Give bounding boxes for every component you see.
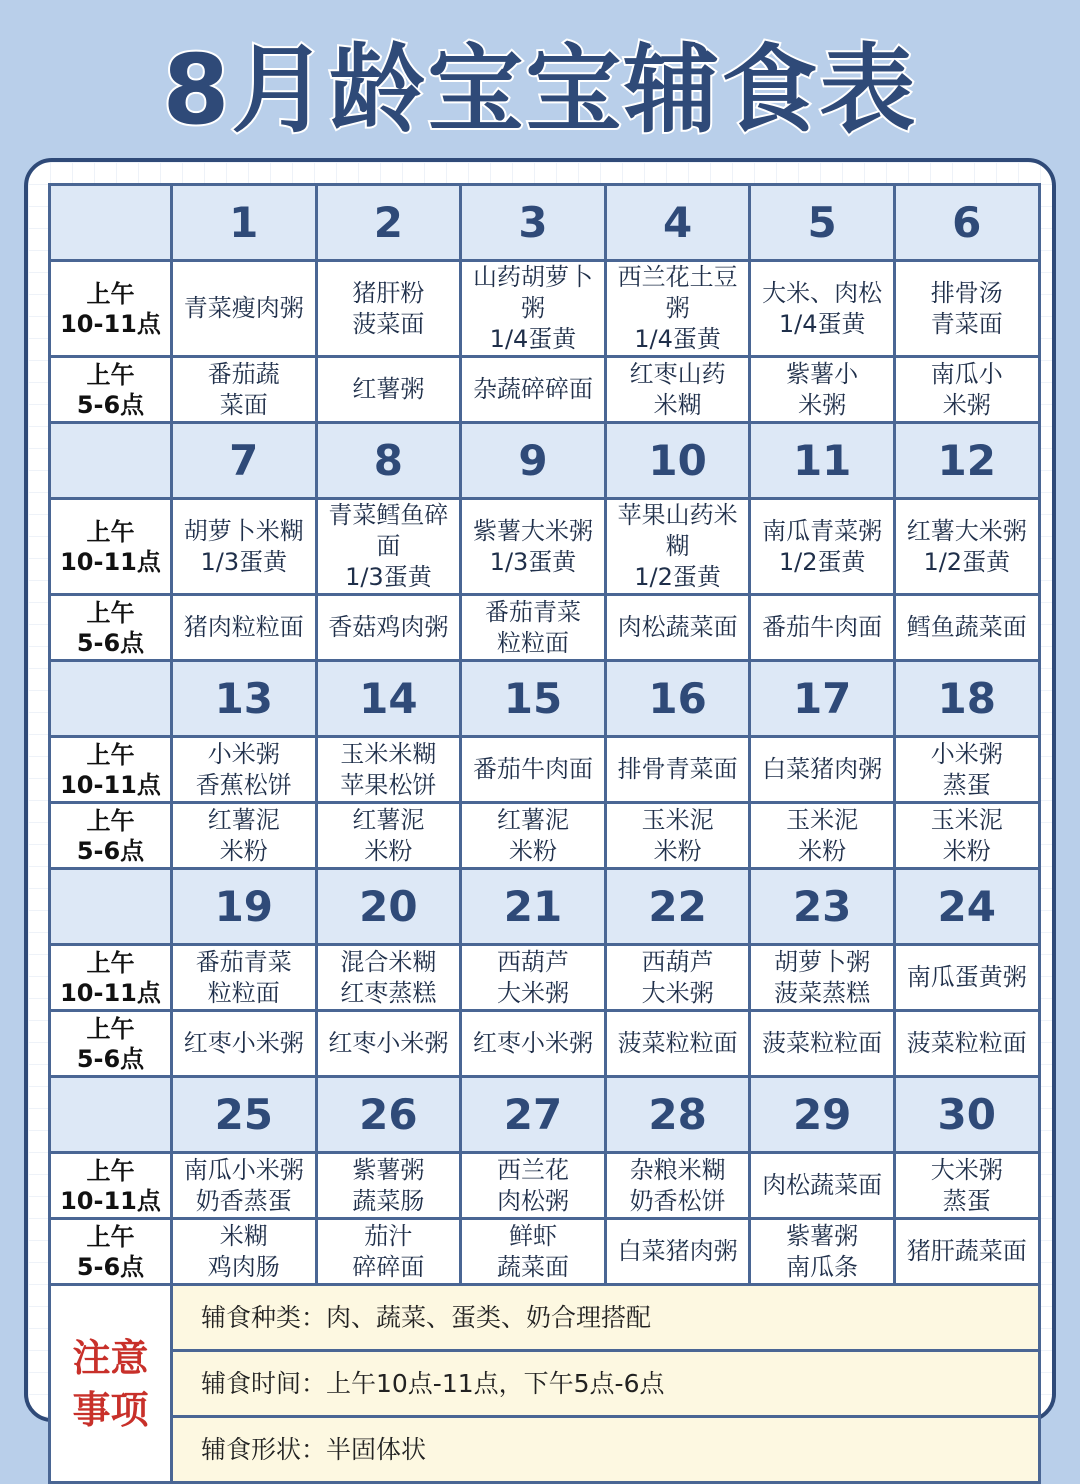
- meal-cell: 玉米泥 米粉: [750, 803, 895, 869]
- meal-cell: 菠菜粒粒面: [750, 1011, 895, 1077]
- notes-label-line: 事项: [72, 1387, 149, 1432]
- afternoon-time-label: [50, 1011, 172, 1077]
- day-number: 19: [172, 869, 317, 945]
- afternoon-time-label: [50, 803, 172, 869]
- time-label-line: 上午: [86, 517, 135, 546]
- corner-cell: [50, 1077, 172, 1153]
- meal-cell: 西葫芦 大米粥: [605, 945, 750, 1011]
- day-number: 23: [750, 869, 895, 945]
- meal-cell: 胡萝卜米糊 1/3蛋黄: [172, 499, 317, 595]
- meal-cell: 香菇鸡肉粥: [316, 595, 461, 661]
- day-number: 2: [316, 185, 461, 261]
- meal-cell: 西葫芦 大米粥: [461, 945, 606, 1011]
- meal-cell: 南瓜青菜粥 1/2蛋黄: [750, 499, 895, 595]
- meal-cell: 白菜猪肉粥: [750, 737, 895, 803]
- morning-time-label: [50, 945, 172, 1011]
- page-title-wrap: [0, 22, 1080, 146]
- morning-meal-row: [50, 261, 1040, 357]
- time-label-line: 上午: [86, 360, 135, 389]
- time-label-line: 10-11点: [60, 309, 161, 338]
- meal-cell: 大米、肉松 1/4蛋黄: [750, 261, 895, 357]
- day-number: 27: [461, 1077, 606, 1153]
- day-number: 26: [316, 1077, 461, 1153]
- day-number: 14: [316, 661, 461, 737]
- time-label-line: 上午: [86, 806, 135, 835]
- meal-cell: 南瓜小 米粥: [894, 357, 1039, 423]
- day-number: 17: [750, 661, 895, 737]
- day-number: 18: [894, 661, 1039, 737]
- meal-cell: 山药胡萝卜粥 1/4蛋黄: [461, 261, 606, 357]
- time-label-line: 10-11点: [60, 770, 161, 799]
- meal-cell: 大米粥 蒸蛋: [894, 1153, 1039, 1219]
- day-number: 10: [605, 423, 750, 499]
- note-text: 辅食时间：上午10点-11点，下午5点-6点: [172, 1351, 1040, 1417]
- day-number: 15: [461, 661, 606, 737]
- morning-time-label: [50, 737, 172, 803]
- meal-cell: 西兰花土豆粥 1/4蛋黄: [605, 261, 750, 357]
- afternoon-meal-row: [50, 1219, 1040, 1285]
- morning-time-label: [50, 499, 172, 595]
- corner-cell: [50, 661, 172, 737]
- day-number: 1: [172, 185, 317, 261]
- afternoon-meal-row: [50, 595, 1040, 661]
- afternoon-time-label: [50, 357, 172, 423]
- time-label-line: 上午: [86, 1156, 135, 1185]
- meal-cell: 红薯泥 米粉: [461, 803, 606, 869]
- meal-cell: 红枣小米粥: [316, 1011, 461, 1077]
- meal-cell: 鲜虾 蔬菜面: [461, 1219, 606, 1285]
- note-row: [50, 1417, 1040, 1483]
- morning-meal-row: [50, 1153, 1040, 1219]
- day-number-row: [50, 423, 1040, 499]
- time-label-line: 上午: [86, 598, 135, 627]
- meal-cell: 紫薯大米粥 1/3蛋黄: [461, 499, 606, 595]
- meal-cell: 杂粮米糊 奶香松饼: [605, 1153, 750, 1219]
- meal-cell: 苹果山药米糊 1/2蛋黄: [605, 499, 750, 595]
- meal-cell: 肉松蔬菜面: [605, 595, 750, 661]
- meal-cell: 红薯泥 米粉: [316, 803, 461, 869]
- day-number: 30: [894, 1077, 1039, 1153]
- meal-cell: 猪肝粉 菠菜面: [316, 261, 461, 357]
- day-number: 22: [605, 869, 750, 945]
- day-number: 24: [894, 869, 1039, 945]
- meal-cell: 紫薯小 米粥: [750, 357, 895, 423]
- day-number-row: [50, 869, 1040, 945]
- day-number: 21: [461, 869, 606, 945]
- morning-time-label: [50, 261, 172, 357]
- meal-cell: 南瓜小米粥 奶香蒸蛋: [172, 1153, 317, 1219]
- meal-cell: 鳕鱼蔬菜面: [894, 595, 1039, 661]
- meal-cell: 红薯粥: [316, 357, 461, 423]
- meal-cell: 紫薯粥 南瓜条: [750, 1219, 895, 1285]
- page-title: 8月龄宝宝辅食表: [162, 33, 918, 146]
- meal-cell: 红薯泥 米粉: [172, 803, 317, 869]
- meal-cell: 排骨汤 青菜面: [894, 261, 1039, 357]
- day-number: 5: [750, 185, 895, 261]
- morning-meal-row: [50, 737, 1040, 803]
- meal-cell: 茄汁 碎碎面: [316, 1219, 461, 1285]
- meal-cell: 米糊 鸡肉肠: [172, 1219, 317, 1285]
- time-label-line: 5-6点: [76, 1252, 145, 1281]
- notes-label: [50, 1285, 172, 1483]
- day-number: 16: [605, 661, 750, 737]
- meal-cell: 南瓜蛋黄粥: [894, 945, 1039, 1011]
- day-number: 8: [316, 423, 461, 499]
- note-text: 辅食形状：半固体状: [172, 1417, 1040, 1483]
- note-row: [50, 1351, 1040, 1417]
- meal-cell: 番茄青菜 粒粒面: [172, 945, 317, 1011]
- note-row: [50, 1285, 1040, 1351]
- meal-cell: 番茄牛肉面: [750, 595, 895, 661]
- meal-cell: 玉米泥 米粉: [894, 803, 1039, 869]
- corner-cell: [50, 423, 172, 499]
- time-label-line: 上午: [86, 1222, 135, 1251]
- day-number: 20: [316, 869, 461, 945]
- meal-cell: 猪肉粒粒面: [172, 595, 317, 661]
- morning-meal-row: [50, 499, 1040, 595]
- meal-cell: 番茄牛肉面: [461, 737, 606, 803]
- meal-cell: 红枣山药 米糊: [605, 357, 750, 423]
- morning-time-label: [50, 1153, 172, 1219]
- schedule-body: [50, 185, 1040, 1483]
- day-number-row: [50, 1077, 1040, 1153]
- day-number-row: [50, 185, 1040, 261]
- day-number: 13: [172, 661, 317, 737]
- meal-cell: 菠菜粒粒面: [894, 1011, 1039, 1077]
- time-label-line: 上午: [86, 948, 135, 977]
- meal-cell: 杂蔬碎碎面: [461, 357, 606, 423]
- day-number-row: [50, 661, 1040, 737]
- meal-cell: 胡萝卜粥 菠菜蒸糕: [750, 945, 895, 1011]
- day-number: 29: [750, 1077, 895, 1153]
- note-text: 辅食种类：肉、蔬菜、蛋类、奶合理搭配: [172, 1285, 1040, 1351]
- meal-cell: 菠菜粒粒面: [605, 1011, 750, 1077]
- afternoon-meal-row: [50, 803, 1040, 869]
- meal-cell: 肉松蔬菜面: [750, 1153, 895, 1219]
- time-label-line: 5-6点: [76, 1044, 145, 1073]
- meal-cell: 白菜猪肉粥: [605, 1219, 750, 1285]
- meal-cell: 红枣小米粥: [172, 1011, 317, 1077]
- afternoon-meal-row: [50, 357, 1040, 423]
- day-number: 9: [461, 423, 606, 499]
- time-label-line: 上午: [86, 279, 135, 308]
- time-label-line: 上午: [86, 740, 135, 769]
- day-number: 6: [894, 185, 1039, 261]
- meal-cell: 番茄蔬 菜面: [172, 357, 317, 423]
- meal-cell: 小米粥 香蕉松饼: [172, 737, 317, 803]
- afternoon-meal-row: [50, 1011, 1040, 1077]
- time-label-line: 10-11点: [60, 1186, 161, 1215]
- morning-meal-row: [50, 945, 1040, 1011]
- meal-schedule-table: [48, 183, 1041, 1484]
- meal-cell: 红枣小米粥: [461, 1011, 606, 1077]
- time-label-line: 10-11点: [60, 547, 161, 576]
- day-number: 4: [605, 185, 750, 261]
- meal-cell: 紫薯粥 蔬菜肠: [316, 1153, 461, 1219]
- meal-cell: 红薯大米粥 1/2蛋黄: [894, 499, 1039, 595]
- meal-cell: 混合米糊 红枣蒸糕: [316, 945, 461, 1011]
- meal-cell: 玉米米糊 苹果松饼: [316, 737, 461, 803]
- time-label-line: 5-6点: [76, 836, 145, 865]
- meal-cell: 青菜鳕鱼碎面 1/3蛋黄: [316, 499, 461, 595]
- meal-cell: 排骨青菜面: [605, 737, 750, 803]
- day-number: 12: [894, 423, 1039, 499]
- time-label-line: 上午: [86, 1014, 135, 1043]
- day-number: 28: [605, 1077, 750, 1153]
- notes-label-line: 注意: [72, 1335, 149, 1380]
- day-number: 7: [172, 423, 317, 499]
- time-label-line: 10-11点: [60, 978, 161, 1007]
- corner-cell: [50, 869, 172, 945]
- day-number: 11: [750, 423, 895, 499]
- time-label-line: 5-6点: [76, 628, 145, 657]
- afternoon-time-label: [50, 595, 172, 661]
- meal-cell: 青菜瘦肉粥: [172, 261, 317, 357]
- meal-cell: 玉米泥 米粉: [605, 803, 750, 869]
- time-label-line: 5-6点: [76, 390, 145, 419]
- day-number: 25: [172, 1077, 317, 1153]
- meal-cell: 番茄青菜 粒粒面: [461, 595, 606, 661]
- meal-cell: 猪肝蔬菜面: [894, 1219, 1039, 1285]
- corner-cell: [50, 185, 172, 261]
- meal-cell: 西兰花 肉松粥: [461, 1153, 606, 1219]
- meal-cell: 小米粥 蒸蛋: [894, 737, 1039, 803]
- day-number: 3: [461, 185, 606, 261]
- afternoon-time-label: [50, 1219, 172, 1285]
